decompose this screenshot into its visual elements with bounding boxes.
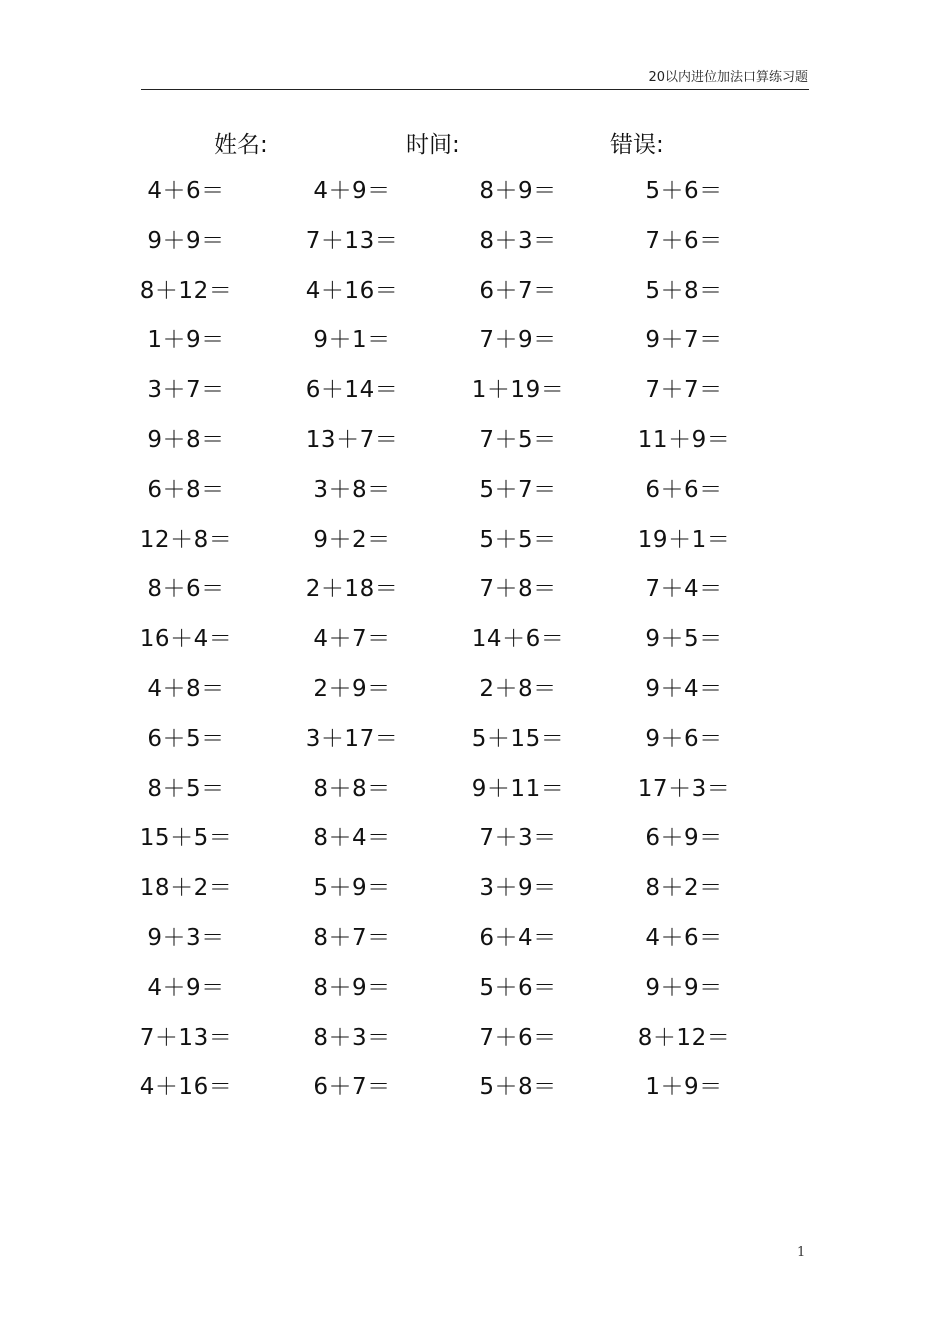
problem-row bbox=[0, 820, 950, 870]
problem-row bbox=[0, 870, 950, 920]
problem-item: 9＋4＝ bbox=[645, 675, 723, 702]
problem-item: 7＋4＝ bbox=[645, 576, 723, 603]
problem-row bbox=[0, 322, 950, 372]
problem-item: 6＋5＝ bbox=[147, 725, 225, 752]
problem-item: 8＋12＝ bbox=[637, 1024, 731, 1051]
problem-item: 9＋7＝ bbox=[645, 327, 723, 354]
problem-item: 19＋1＝ bbox=[637, 526, 731, 553]
problem-item: 11＋9＝ bbox=[637, 426, 731, 453]
page-number: 1 bbox=[797, 1245, 806, 1260]
problem-item: 9＋9＝ bbox=[645, 974, 723, 1001]
error-label: 错误: bbox=[610, 132, 664, 158]
problem-row bbox=[0, 1020, 950, 1070]
problem-item: 14＋6＝ bbox=[471, 626, 565, 653]
problem-item: 8＋12＝ bbox=[139, 277, 233, 304]
problem-item: 7＋7＝ bbox=[645, 377, 723, 404]
problem-item: 3＋17＝ bbox=[305, 725, 399, 752]
problem-item: 4＋16＝ bbox=[305, 277, 399, 304]
problem-item: 4＋9＝ bbox=[313, 178, 391, 204]
problem-item: 8＋5＝ bbox=[147, 775, 225, 802]
problem-item: 5＋5＝ bbox=[479, 526, 557, 553]
problem-item: 7＋6＝ bbox=[479, 1024, 557, 1051]
problem-item: 18＋2＝ bbox=[139, 875, 233, 902]
problem-row bbox=[0, 173, 950, 223]
problem-item: 5＋15＝ bbox=[471, 725, 565, 752]
problem-grid bbox=[0, 173, 950, 1119]
header-title: 20以内进位加法口算练习题 bbox=[648, 70, 808, 85]
problem-item: 9＋3＝ bbox=[147, 924, 225, 951]
problem-item: 13＋7＝ bbox=[305, 426, 399, 453]
problem-item: 5＋9＝ bbox=[313, 875, 391, 902]
problem-item: 2＋8＝ bbox=[479, 675, 557, 702]
problem-item: 1＋19＝ bbox=[471, 377, 565, 404]
problem-item: 6＋6＝ bbox=[645, 476, 723, 503]
problem-item: 9＋1＝ bbox=[313, 327, 391, 354]
problem-item: 9＋9＝ bbox=[147, 227, 225, 254]
problem-item: 7＋9＝ bbox=[479, 327, 557, 354]
problem-item: 6＋7＝ bbox=[479, 277, 557, 304]
problem-item: 6＋4＝ bbox=[479, 924, 557, 951]
problem-item: 1＋9＝ bbox=[645, 1074, 723, 1101]
problem-item: 15＋5＝ bbox=[139, 825, 233, 852]
problem-item: 9＋5＝ bbox=[645, 626, 723, 653]
problem-item: 17＋3＝ bbox=[637, 775, 731, 802]
problem-row bbox=[0, 571, 950, 621]
problem-item: 4＋16＝ bbox=[139, 1074, 233, 1101]
problem-row bbox=[0, 472, 950, 522]
problem-item: 8＋9＝ bbox=[479, 178, 557, 204]
problem-item: 4＋9＝ bbox=[147, 974, 225, 1001]
problem-item: 4＋7＝ bbox=[313, 626, 391, 653]
problem-item: 2＋18＝ bbox=[305, 576, 399, 603]
problem-item: 8＋9＝ bbox=[313, 974, 391, 1001]
problem-row bbox=[0, 721, 950, 771]
problem-item: 5＋7＝ bbox=[479, 476, 557, 503]
problem-item: 4＋6＝ bbox=[645, 924, 723, 951]
problem-row bbox=[0, 920, 950, 970]
problem-row bbox=[0, 671, 950, 721]
problem-row bbox=[0, 771, 950, 821]
problem-item: 5＋6＝ bbox=[645, 178, 723, 204]
time-label: 时间: bbox=[406, 132, 460, 158]
problem-item: 7＋13＝ bbox=[139, 1024, 233, 1051]
problem-row bbox=[0, 273, 950, 323]
problem-row bbox=[0, 621, 950, 671]
problem-item: 4＋8＝ bbox=[147, 675, 225, 702]
problem-item: 12＋8＝ bbox=[139, 526, 233, 553]
problem-item: 9＋11＝ bbox=[471, 775, 565, 802]
header-divider bbox=[141, 89, 809, 90]
problem-item: 6＋7＝ bbox=[313, 1074, 391, 1101]
problem-item: 3＋9＝ bbox=[479, 875, 557, 902]
problem-item: 8＋3＝ bbox=[313, 1024, 391, 1051]
problem-item: 6＋14＝ bbox=[305, 377, 399, 404]
problem-item: 5＋8＝ bbox=[479, 1074, 557, 1101]
problem-item: 8＋4＝ bbox=[313, 825, 391, 852]
problem-item: 9＋6＝ bbox=[645, 725, 723, 752]
problem-item: 8＋2＝ bbox=[645, 875, 723, 902]
problem-item: 6＋9＝ bbox=[645, 825, 723, 852]
name-label: 姓名: bbox=[214, 132, 268, 158]
problem-item: 8＋8＝ bbox=[313, 775, 391, 802]
problem-item: 5＋8＝ bbox=[645, 277, 723, 304]
problem-item: 3＋8＝ bbox=[313, 476, 391, 503]
problem-row bbox=[0, 422, 950, 472]
problem-item: 9＋8＝ bbox=[147, 426, 225, 453]
problem-item: 2＋9＝ bbox=[313, 675, 391, 702]
problem-item: 7＋3＝ bbox=[479, 825, 557, 852]
problem-row bbox=[0, 970, 950, 1020]
problem-item: 8＋6＝ bbox=[147, 576, 225, 603]
problem-item: 7＋5＝ bbox=[479, 426, 557, 453]
problem-item: 3＋7＝ bbox=[147, 377, 225, 404]
problem-row bbox=[0, 372, 950, 422]
problem-row bbox=[0, 223, 950, 273]
problem-item: 7＋8＝ bbox=[479, 576, 557, 603]
problem-item: 1＋9＝ bbox=[147, 327, 225, 354]
problem-item: 6＋8＝ bbox=[147, 476, 225, 503]
problem-item: 8＋7＝ bbox=[313, 924, 391, 951]
problem-row bbox=[0, 522, 950, 572]
problem-item: 9＋2＝ bbox=[313, 526, 391, 553]
problem-item: 7＋13＝ bbox=[305, 227, 399, 254]
problem-item: 16＋4＝ bbox=[139, 626, 233, 653]
problem-row bbox=[0, 1069, 950, 1119]
student-info-row bbox=[0, 126, 950, 158]
problem-item: 7＋6＝ bbox=[645, 227, 723, 254]
problem-item: 4＋6＝ bbox=[147, 178, 225, 204]
problem-item: 8＋3＝ bbox=[479, 227, 557, 254]
problem-item: 5＋6＝ bbox=[479, 974, 557, 1001]
